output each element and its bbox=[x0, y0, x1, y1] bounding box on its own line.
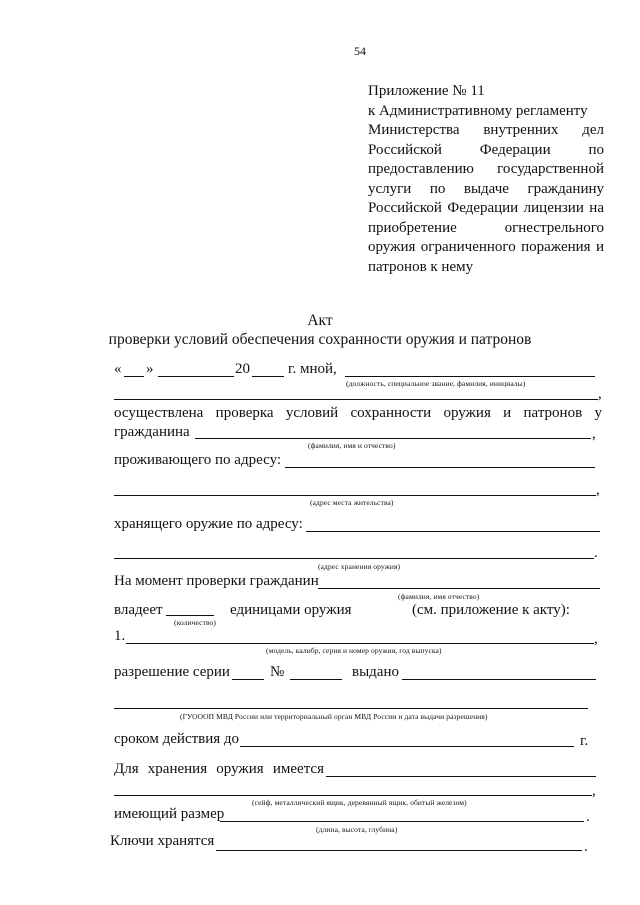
hint-issuer: (ГУОООП МВД России или территориальный орган МВД России и дата выдачи разрешения) bbox=[180, 712, 488, 721]
issuer-line[interactable] bbox=[114, 708, 588, 709]
year-suffix: г. мной, bbox=[288, 361, 337, 377]
permit-series-line[interactable] bbox=[232, 679, 264, 680]
units-label: единицами оружия bbox=[230, 602, 352, 618]
issued-line[interactable] bbox=[402, 679, 596, 680]
year-abbr: г. bbox=[580, 733, 589, 749]
moment-label: На момент проверки гражданин bbox=[114, 573, 319, 589]
date-day-line[interactable] bbox=[124, 376, 144, 377]
date-open-quote: « bbox=[114, 361, 122, 377]
permit-label: разрешение серии bbox=[114, 664, 230, 680]
hint-storage: (адрес хранения оружия) bbox=[318, 562, 401, 571]
storage-line[interactable] bbox=[306, 531, 600, 532]
storage-line-2[interactable] bbox=[114, 558, 594, 559]
document-subtitle: проверки условий обеспечения сохранности оружия и патронов bbox=[108, 331, 532, 348]
hint-size: (длина, высота, глубина) bbox=[316, 825, 398, 834]
hint-quantity: (количество) bbox=[174, 618, 216, 627]
period: . bbox=[584, 839, 588, 855]
weapon-line[interactable] bbox=[126, 643, 594, 644]
appendix-line: приобретение огнестрельного bbox=[368, 219, 604, 236]
appendix-line: услуги по выдаче гражданину bbox=[368, 180, 604, 197]
hint-weapon: (модель, калибр, серия и номер оружия, год выпуска) bbox=[266, 646, 442, 655]
residence-label: проживающего по адресу: bbox=[114, 452, 282, 468]
residence-line-2[interactable] bbox=[114, 495, 596, 496]
issued-label: выдано bbox=[352, 664, 399, 680]
hint-residence: (адрес места жительства) bbox=[310, 498, 394, 507]
hint-inspector: (должность, специальное звание, фамилия, инициалы) bbox=[346, 379, 526, 388]
inspector-line-2[interactable] bbox=[114, 399, 598, 400]
owns-label: владеет bbox=[114, 602, 163, 618]
keys-line[interactable] bbox=[216, 850, 582, 851]
hint-moment: (фамилия, имя отчество) bbox=[398, 592, 480, 601]
storage-label: хранящего оружие по адресу: bbox=[114, 516, 303, 532]
appendix-line: Российской Федерации по bbox=[368, 141, 604, 158]
storage-means-label: Для хранения оружия имеется bbox=[114, 761, 324, 777]
citizen-label: гражданина bbox=[114, 424, 190, 440]
citizen-line[interactable] bbox=[195, 438, 591, 439]
storage-means-line[interactable] bbox=[326, 776, 596, 777]
comma: , bbox=[596, 482, 600, 498]
validity-line[interactable] bbox=[240, 746, 574, 747]
size-label: имеющий размер bbox=[114, 806, 225, 822]
check-text: осуществлена проверка условий сохранности оружия и патронов у bbox=[114, 405, 602, 421]
inspector-line[interactable] bbox=[345, 376, 595, 377]
hint-safe: (сейф, металлический ящик, деревянный ящик, обитый железом) bbox=[252, 798, 467, 807]
appendix-header bbox=[368, 82, 604, 277]
comma: , bbox=[598, 386, 602, 402]
item-number: 1. bbox=[114, 628, 126, 644]
number-sign: № bbox=[270, 664, 285, 680]
page-number: 54 bbox=[354, 44, 366, 58]
period: . bbox=[586, 809, 590, 825]
hint-citizen: (фамилия, имя и отчество) bbox=[308, 441, 396, 450]
moment-line[interactable] bbox=[318, 588, 600, 589]
quantity-line[interactable] bbox=[166, 615, 214, 616]
date-close-quote: » bbox=[146, 361, 154, 377]
appendix-line: Приложение № 11 bbox=[368, 83, 485, 99]
year-prefix: 20 bbox=[235, 361, 250, 377]
storage-means-line-2[interactable] bbox=[114, 795, 592, 796]
size-line[interactable] bbox=[220, 821, 584, 822]
appendix-line: Российской Федерации лицензии на bbox=[368, 200, 604, 216]
date-month-line[interactable] bbox=[158, 376, 234, 377]
appendix-line: Министерства внутренних дел bbox=[368, 122, 604, 138]
document-title: Акт bbox=[307, 312, 333, 329]
comma: , bbox=[592, 783, 596, 799]
period: . bbox=[594, 545, 598, 561]
appendix-line: патронов к нему bbox=[368, 258, 474, 275]
date-year-line[interactable] bbox=[252, 376, 284, 377]
see-appendix: (см. приложение к акту): bbox=[412, 602, 570, 618]
appendix-line: к Административному регламенту bbox=[368, 102, 588, 119]
keys-label: Ключи хранятся bbox=[110, 833, 215, 849]
comma: , bbox=[592, 426, 596, 442]
appendix-line: предоставлению государственной bbox=[368, 161, 604, 177]
validity-label: сроком действия до bbox=[114, 731, 240, 747]
comma: , bbox=[594, 631, 598, 647]
residence-line[interactable] bbox=[285, 467, 595, 468]
appendix-line: оружия ограниченного поражения и bbox=[368, 239, 604, 255]
permit-number-line[interactable] bbox=[290, 679, 342, 680]
